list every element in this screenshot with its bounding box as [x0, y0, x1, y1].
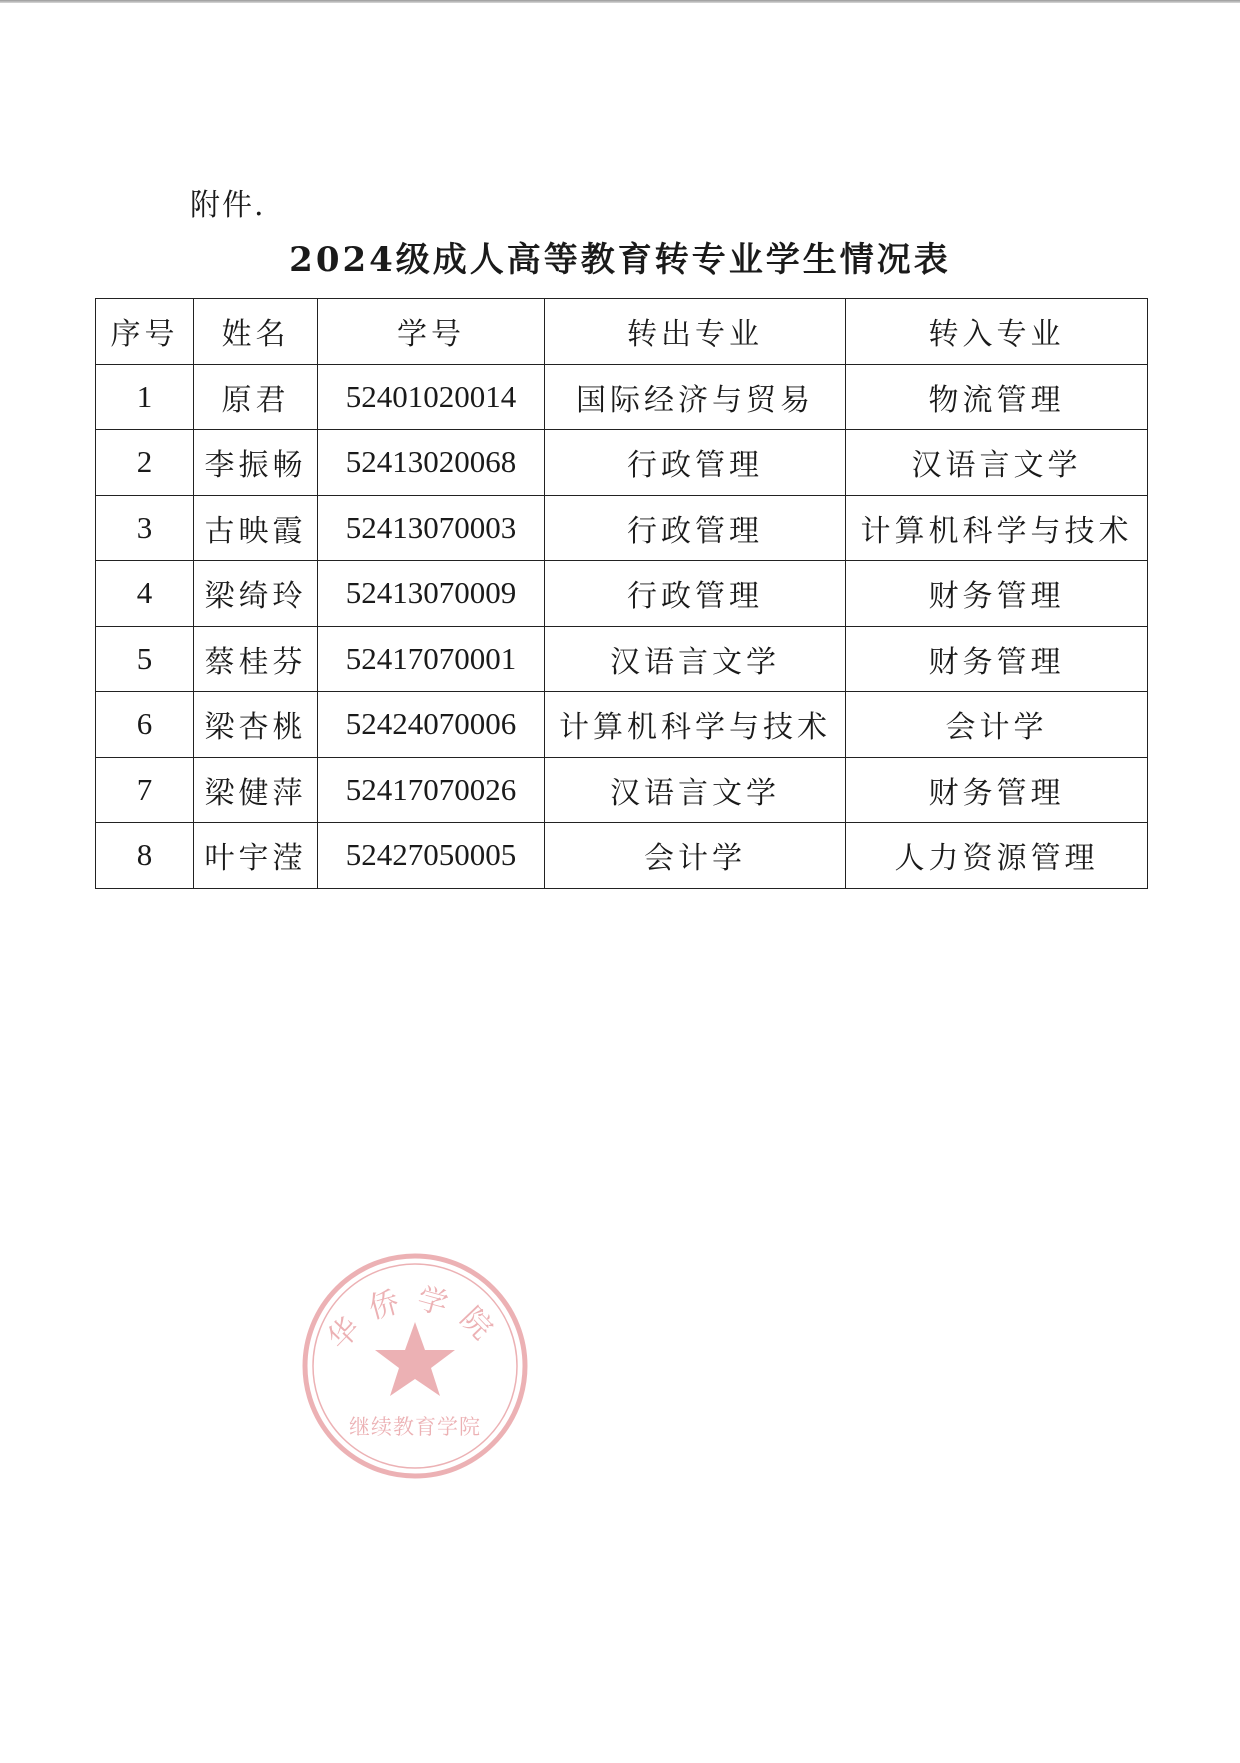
cell-from-major: 计算机科学与技术: [545, 692, 846, 758]
document-title: 2024级成人高等教育转专业学生情况表: [289, 240, 951, 280]
cell-student-id: 52417070026: [318, 757, 545, 823]
cell-index: 2: [96, 430, 194, 496]
table-row: [96, 364, 1148, 430]
table-row: [96, 430, 1148, 496]
cell-index: 4: [96, 561, 194, 627]
cell-index: 6: [96, 692, 194, 758]
cell-index: 3: [96, 495, 194, 561]
official-seal: [297, 1248, 533, 1484]
cell-student-id: 52413070009: [318, 561, 545, 627]
cell-from-major: 行政管理: [545, 430, 846, 496]
table-header-row: [96, 299, 1148, 365]
table-row: [96, 823, 1148, 889]
attachment-label: 附件.: [190, 188, 266, 223]
cell-index: 7: [96, 757, 194, 823]
seal-top-text: 华侨学院: [321, 1281, 509, 1357]
cell-to-major: 汉语言文学: [846, 430, 1148, 496]
table-row: [96, 626, 1148, 692]
cell-to-major: 财务管理: [846, 626, 1148, 692]
cell-to-major: 人力资源管理: [846, 823, 1148, 889]
table-row: [96, 692, 1148, 758]
cell-student-id: 52427050005: [318, 823, 545, 889]
cell-to-major: 财务管理: [846, 561, 1148, 627]
cell-from-major: 汉语言文学: [545, 626, 846, 692]
cell-student-id: 52401020014: [318, 364, 545, 430]
header-to-major: 转入专业: [846, 299, 1148, 365]
cell-to-major: 财务管理: [846, 757, 1148, 823]
seal-bottom-text: 继续教育学院: [349, 1415, 481, 1439]
cell-name: 梁绮玲: [194, 561, 318, 627]
header-student-id: 学号: [318, 299, 545, 365]
table-row: [96, 757, 1148, 823]
cell-name: 蔡桂芬: [194, 626, 318, 692]
cell-student-id: 52417070001: [318, 626, 545, 692]
cell-student-id: 52413070003: [318, 495, 545, 561]
cell-from-major: 国际经济与贸易: [545, 364, 846, 430]
cell-from-major: 汉语言文学: [545, 757, 846, 823]
cell-index: 5: [96, 626, 194, 692]
table-row: [96, 561, 1148, 627]
seal-star-icon: [375, 1322, 455, 1396]
cell-student-id: 52413020068: [318, 430, 545, 496]
header-name: 姓名: [194, 299, 318, 365]
cell-to-major: 会计学: [846, 692, 1148, 758]
cell-to-major: 计算机科学与技术: [846, 495, 1148, 561]
cell-from-major: 行政管理: [545, 495, 846, 561]
table-row: [96, 495, 1148, 561]
cell-index: 1: [96, 364, 194, 430]
cell-name: 叶宇滢: [194, 823, 318, 889]
cell-from-major: 行政管理: [545, 561, 846, 627]
scan-top-edge: [0, 0, 1240, 3]
cell-name: 梁健萍: [194, 757, 318, 823]
cell-to-major: 物流管理: [846, 364, 1148, 430]
header-index: 序号: [96, 299, 194, 365]
cell-index: 8: [96, 823, 194, 889]
cell-name: 李振畅: [194, 430, 318, 496]
cell-name: 梁杏桃: [194, 692, 318, 758]
cell-name: 原君: [194, 364, 318, 430]
transfer-students-table: [95, 298, 1148, 889]
cell-student-id: 52424070006: [318, 692, 545, 758]
header-from-major: 转出专业: [545, 299, 846, 365]
cell-name: 古映霞: [194, 495, 318, 561]
cell-from-major: 会计学: [545, 823, 846, 889]
